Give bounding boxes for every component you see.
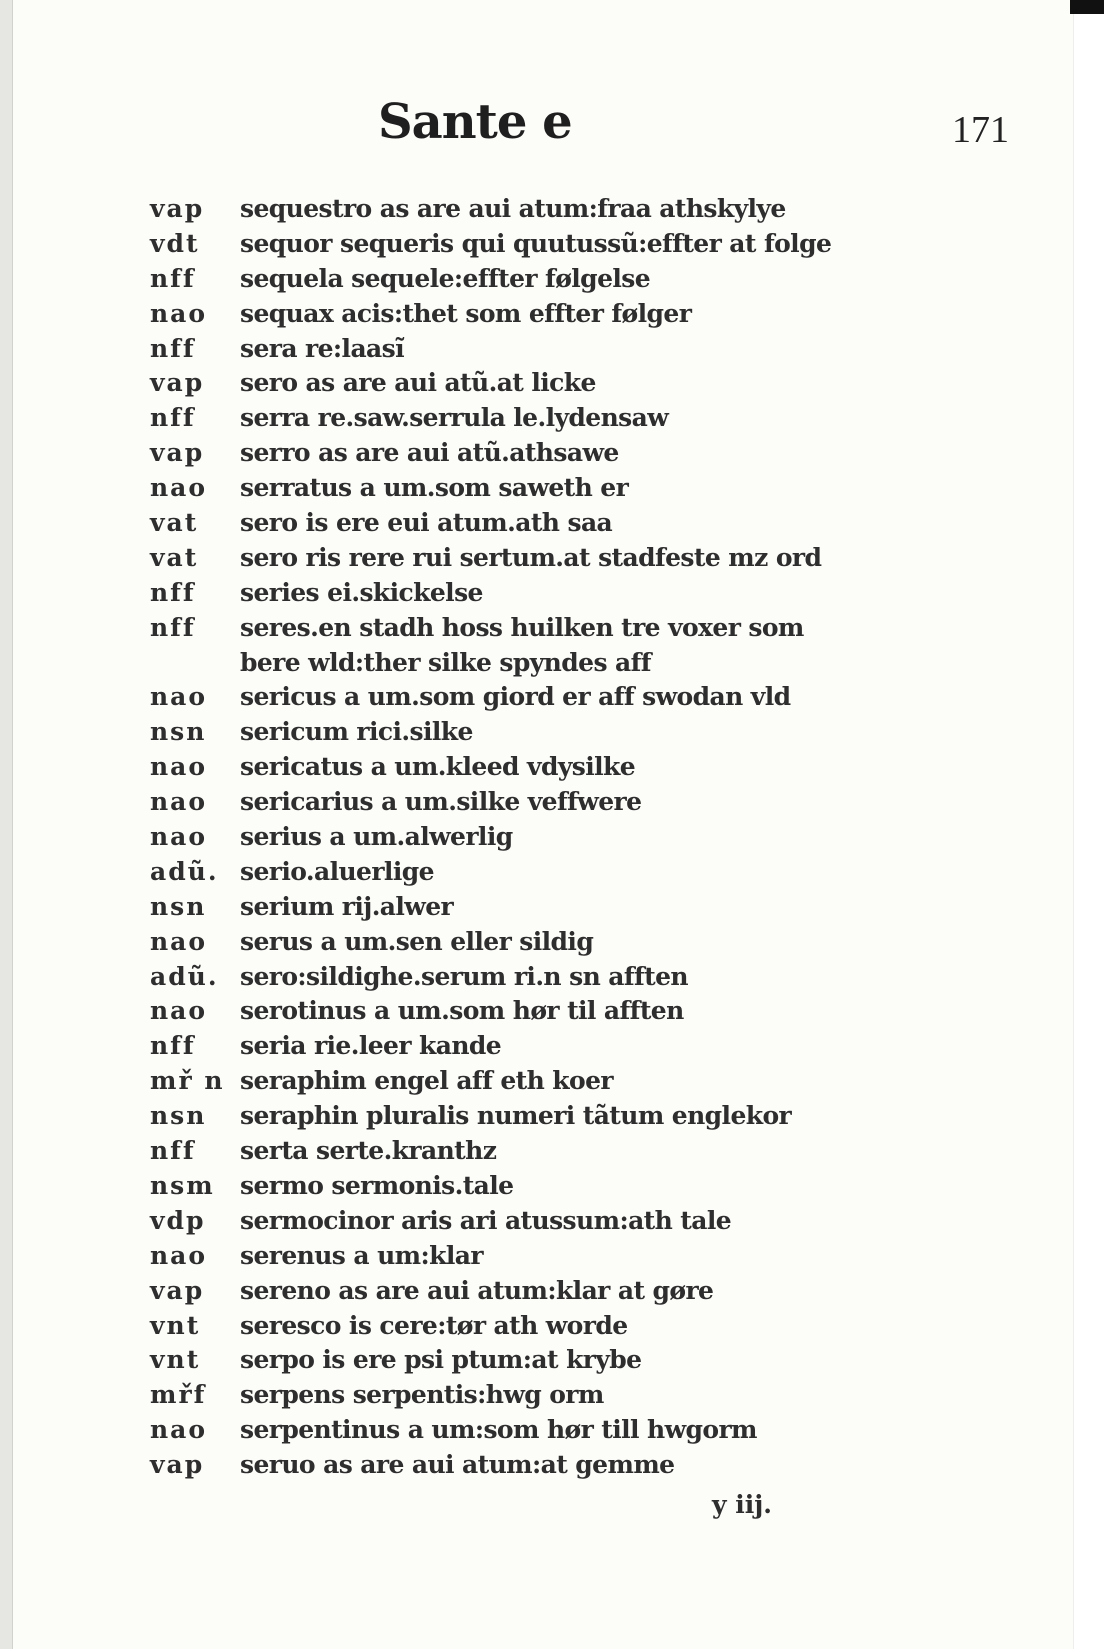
dictionary-entry: [150, 297, 910, 332]
entry-text: serta serte.kranthz: [240, 1136, 497, 1166]
entry-text: sericum rici.silke: [240, 717, 473, 747]
entry-continuation: [150, 646, 910, 681]
running-head: Sante e: [378, 94, 572, 150]
entry-grammar-code: vap: [150, 1450, 205, 1480]
dictionary-entry: [150, 1378, 910, 1413]
dictionary-entry: [150, 1134, 910, 1169]
entry-grammar-code: nff: [150, 1031, 196, 1061]
entry-grammar-code: nff: [150, 577, 196, 607]
entry-text: serpentinus a um:som hør till hwgorm: [240, 1415, 757, 1445]
entry-grammar-code: nff: [150, 403, 196, 433]
entry-grammar-code: nsn: [150, 891, 207, 921]
entry-text: seruo as are aui atum:at gemme: [240, 1450, 675, 1480]
dictionary-entry: [150, 1239, 910, 1274]
entry-text: serotinus a um.som hør til afften: [240, 996, 684, 1026]
dictionary-entry: [150, 1064, 910, 1099]
dictionary-entry: [150, 1029, 910, 1064]
dictionary-entry: [150, 366, 910, 401]
entry-grammar-code: adũ.: [150, 856, 219, 886]
dictionary-entry: [150, 785, 910, 820]
entry-text: seraphin pluralis numeri tãtum englekor: [240, 1101, 792, 1131]
dictionary-entry: [150, 1099, 910, 1134]
entry-text: serus a um.sen eller sildig: [240, 926, 594, 956]
entry-text: seresco is cere:tør ath worde: [240, 1310, 628, 1340]
dictionary-entry: [150, 820, 910, 855]
entry-grammar-code: nsn: [150, 1101, 207, 1131]
entry-grammar-code: nao: [150, 298, 208, 328]
entry-text: sermo sermonis.tale: [240, 1170, 514, 1200]
dictionary-entry: [150, 925, 910, 960]
entry-text: sequestro as are aui atum:fraa athskylye: [240, 194, 786, 223]
dictionary-entry: [150, 1204, 910, 1239]
entry-text: sero ris rere rui sertum.at stadfeste mz ord: [240, 542, 822, 572]
entry-text: sericatus a um.kleed vdysilke: [240, 752, 636, 782]
entry-text: seria rie.leer kande: [240, 1031, 502, 1061]
dictionary-entry: [150, 401, 910, 436]
entry-grammar-code: vdp: [150, 1205, 206, 1235]
entry-text: serio.aluerlige: [240, 856, 434, 886]
dictionary-entry: [150, 332, 910, 367]
dictionary-entry: [150, 192, 910, 227]
dictionary-entry: [150, 715, 910, 750]
entry-grammar-code: nff: [150, 263, 196, 293]
entry-grammar-code: nao: [150, 926, 208, 956]
entry-grammar-code: vnt: [150, 1345, 201, 1375]
corner-mark: [1070, 0, 1104, 14]
entry-grammar-code: vap: [150, 438, 205, 468]
entry-text: sequor sequeris qui quutussũ:effter at folge: [240, 228, 832, 258]
dictionary-entry: [150, 576, 910, 611]
page-right-edge: [1073, 0, 1104, 1649]
entry-text: serenus a um:klar: [240, 1240, 483, 1270]
entry-grammar-code: nff: [150, 612, 196, 642]
entry-grammar-code: nff: [150, 333, 196, 363]
entry-grammar-code: nao: [150, 473, 208, 503]
entry-grammar-code: nao: [150, 1415, 208, 1445]
entry-grammar-code: nao: [150, 682, 208, 712]
page-left-edge: [0, 0, 13, 1649]
dictionary-entry: [150, 750, 910, 785]
dictionary-entry: [150, 227, 910, 262]
entry-grammar-code: vdt: [150, 228, 200, 258]
entry-text: seraphim engel aff eth koer: [240, 1066, 613, 1096]
dictionary-entry: [150, 1309, 910, 1344]
entry-text: serpens serpentis:hwg orm: [240, 1380, 604, 1410]
entry-grammar-code: nao: [150, 996, 208, 1026]
entry-text: serius a um.alwerlig: [240, 822, 513, 852]
dictionary-entry: [150, 541, 910, 576]
entry-text: serratus a um.som saweth er: [240, 473, 629, 503]
entry-grammar-code: mřf: [150, 1380, 207, 1410]
entry-text: sericus a um.som giord er aff swodan vld: [240, 682, 791, 712]
dictionary-entry: [150, 960, 910, 995]
entry-text: sero as are aui atũ.at licke: [240, 368, 596, 398]
entry-grammar-code: adũ.: [150, 961, 219, 991]
entry-grammar-code: vat: [150, 542, 199, 572]
entry-grammar-code: vap: [150, 194, 205, 223]
entry-grammar-code: mř n: [150, 1066, 225, 1096]
dictionary-entry: [150, 436, 910, 471]
entry-text: sequax acis:thet som effter følger: [240, 298, 692, 328]
entry-grammar-code: vap: [150, 1275, 205, 1305]
entry-text: sera re:laasĩ: [240, 333, 405, 363]
dictionary-entry: [150, 1448, 910, 1483]
entry-grammar-code: nao: [150, 1240, 208, 1270]
entry-text: series ei.skickelse: [240, 577, 483, 607]
entry-text: sereno as are aui atum:klar at gøre: [240, 1275, 714, 1305]
entry-text: bere wld:ther silke spyndes aff: [240, 647, 651, 677]
dictionary-entry: [150, 262, 910, 297]
signature-mark: y iij.: [712, 1490, 772, 1519]
dictionary-entry: [150, 1274, 910, 1309]
dictionary-entries: [150, 192, 910, 1483]
entry-grammar-code: nsm: [150, 1170, 215, 1200]
entry-grammar-code: vat: [150, 508, 199, 538]
dictionary-entry: [150, 680, 910, 715]
entry-text: seres.en stadh hoss huilken tre voxer som: [240, 612, 804, 642]
entry-text: serra re.saw.serrula le.lydensaw: [240, 403, 669, 433]
page-header: [0, 92, 1104, 156]
entry-text: sermocinor aris ari atussum:ath tale: [240, 1205, 732, 1235]
entry-grammar-code: nao: [150, 822, 208, 852]
entry-grammar-code: nsn: [150, 717, 207, 747]
page-number: 171: [952, 109, 1009, 151]
dictionary-entry: [150, 1343, 910, 1378]
entry-grammar-code: vap: [150, 368, 205, 398]
entry-text: sequela sequele:effter følgelse: [240, 263, 651, 293]
entry-text: serpo is ere psi ptum:at krybe: [240, 1345, 642, 1375]
entry-grammar-code: nao: [150, 752, 208, 782]
dictionary-entry: [150, 506, 910, 541]
dictionary-entry: [150, 611, 910, 646]
entry-grammar-code: nao: [150, 787, 208, 817]
entry-text: serro as are aui atũ.athsawe: [240, 438, 619, 468]
dictionary-entry: [150, 994, 910, 1029]
entry-text: sero:sildighe.serum ri.n sn afften: [240, 961, 688, 991]
entry-grammar-code: nff: [150, 1136, 196, 1166]
entry-grammar-code: vnt: [150, 1310, 201, 1340]
entry-text: serium rij.alwer: [240, 891, 454, 921]
dictionary-entry: [150, 890, 910, 925]
dictionary-entry: [150, 471, 910, 506]
dictionary-entry: [150, 855, 910, 890]
entry-text: sero is ere eui atum.ath saa: [240, 508, 613, 538]
dictionary-entry: [150, 1413, 910, 1448]
dictionary-entry: [150, 1169, 910, 1204]
entry-text: sericarius a um.silke veffwere: [240, 787, 642, 817]
